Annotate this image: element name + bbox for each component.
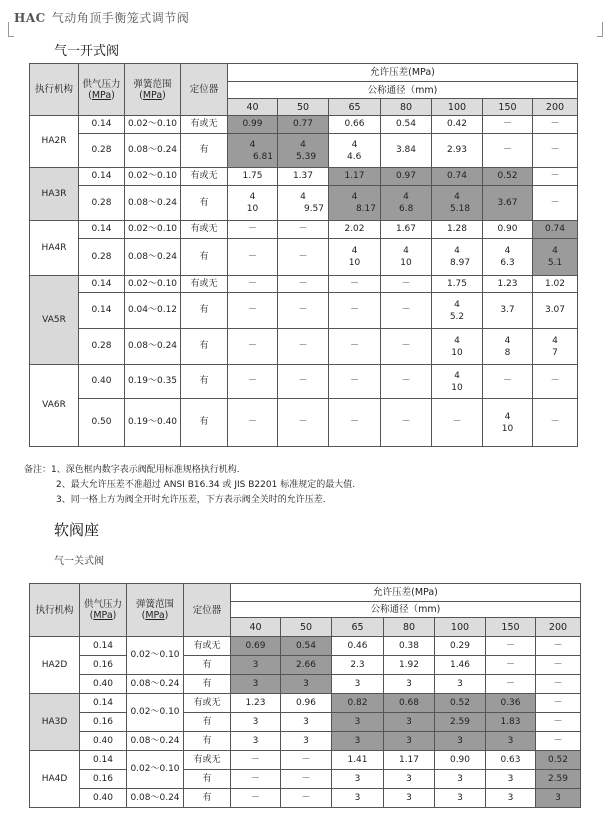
- cell: 0.42: [432, 116, 483, 134]
- cell-stacked: 4 10: [432, 329, 483, 365]
- cell: 0.74: [432, 168, 483, 186]
- cell: 3: [332, 732, 384, 751]
- cell-stacked: 4 8.97: [432, 239, 483, 276]
- note-2: 2、最大允许压差不准超过 ANSI B16.34 或 JIS B2201 标准规定的最大值.: [56, 480, 356, 490]
- dn-col: 100: [435, 618, 486, 637]
- cell: －: [281, 770, 332, 789]
- cell: －: [281, 789, 332, 808]
- cell: －: [231, 751, 281, 770]
- cell: 0.02～0.10: [125, 221, 181, 239]
- cell: 1.92: [384, 656, 435, 675]
- cell: 1.23: [483, 276, 533, 293]
- cell: 有或无: [181, 221, 228, 239]
- cell: －: [536, 637, 581, 656]
- cell: －: [228, 276, 278, 293]
- cell: 0.40: [80, 732, 127, 751]
- cell: 有或无: [184, 637, 231, 656]
- dn-col: 200: [533, 99, 578, 116]
- actuator-label: HA3R: [30, 168, 79, 221]
- cell: 0.99: [228, 116, 278, 134]
- cell: 0.08～0.24: [127, 675, 184, 694]
- cell: 有: [181, 329, 228, 365]
- cell: 3: [332, 770, 384, 789]
- cell: 1.46: [435, 656, 486, 675]
- cell: 0.14: [79, 221, 125, 239]
- cell-stacked: 4 5.39: [278, 134, 329, 168]
- cell: 0.14: [79, 293, 125, 329]
- cell: －: [533, 365, 578, 399]
- cell: 3: [231, 675, 281, 694]
- cell: 1.23: [231, 694, 281, 713]
- cell: 0.28: [79, 186, 125, 221]
- cell: 3: [384, 770, 435, 789]
- cell: 0.16: [80, 656, 127, 675]
- cell: 0.14: [80, 751, 127, 770]
- cell: 1.02: [533, 276, 578, 293]
- cell: 1.75: [228, 168, 278, 186]
- cell: 3.67: [483, 186, 533, 221]
- note-3: 3、同一格上方为阀全开时允许压差，下方表示阀全关时的允许压差.: [56, 495, 326, 505]
- crop-mark-left: [8, 22, 14, 37]
- cell: 0.90: [435, 751, 486, 770]
- cell: 0.50: [79, 399, 125, 447]
- cell: 3: [231, 656, 281, 675]
- cell: －: [381, 293, 432, 329]
- cell: 3: [281, 675, 332, 694]
- cell-stacked: 4 5.18: [432, 186, 483, 221]
- cell: －: [536, 713, 581, 732]
- cell: 0.14: [80, 694, 127, 713]
- cell: 3: [486, 789, 536, 808]
- section1-title: 气一开式阀: [54, 44, 120, 59]
- cell: 0.29: [435, 637, 486, 656]
- actuator-label: HA2D: [30, 637, 80, 694]
- dn-col: 40: [231, 618, 281, 637]
- dn-col: 200: [536, 618, 581, 637]
- cell: 0.28: [79, 134, 125, 168]
- cell: 3: [281, 713, 332, 732]
- crop-mark-right: [597, 22, 603, 37]
- cell: 3: [384, 789, 435, 808]
- cell: 0.16: [80, 770, 127, 789]
- cell: －: [228, 221, 278, 239]
- cell: 1.17: [329, 168, 381, 186]
- cell-stacked: 4 10: [228, 186, 278, 221]
- cell: 2.3: [332, 656, 384, 675]
- cell: 3: [435, 770, 486, 789]
- cell: 1.28: [432, 221, 483, 239]
- actuator-label: HA4D: [30, 751, 80, 808]
- dn-col: 150: [483, 99, 533, 116]
- cell-stacked: 4 6.8: [381, 186, 432, 221]
- cell: 3: [332, 675, 384, 694]
- cell: －: [533, 186, 578, 221]
- header-allow-dp: 允许压差(MPa): [231, 584, 581, 602]
- dn-col: 65: [329, 99, 381, 116]
- header-supply-pressure: 供气压力 (MPa): [79, 64, 125, 116]
- cell: －: [228, 399, 278, 447]
- cell: 有: [184, 656, 231, 675]
- cell: －: [381, 276, 432, 293]
- cell: 有或无: [181, 276, 228, 293]
- cell: 0.02～0.10: [125, 168, 181, 186]
- cell: 0.66: [329, 116, 381, 134]
- cell: －: [483, 365, 533, 399]
- cell: 0.02～0.10: [127, 751, 184, 789]
- header-spring-range: 弹簧范围 (MPa): [125, 64, 181, 116]
- section2-subtitle: 气一关式阀: [54, 556, 104, 567]
- cell-stacked: 4 7: [533, 329, 578, 365]
- cell-stacked: 4 10: [329, 239, 381, 276]
- notes: [24, 463, 355, 508]
- cell: 0.02～0.10: [127, 637, 184, 675]
- cell: 有: [181, 134, 228, 168]
- cell: －: [329, 399, 381, 447]
- cell: 0.46: [332, 637, 384, 656]
- header-actuator: 执行机构: [30, 64, 79, 116]
- dn-col: 80: [384, 618, 435, 637]
- cell: 0.68: [384, 694, 435, 713]
- cell: －: [278, 329, 329, 365]
- cell: 0.69: [231, 637, 281, 656]
- cell-stacked: 4 9.57: [278, 186, 329, 221]
- cell: －: [228, 365, 278, 399]
- section2-title: 软阀座: [54, 521, 100, 539]
- cell-stacked: 4 6.81: [228, 134, 278, 168]
- actuator-label: VA6R: [30, 365, 79, 447]
- cell: 0.19～0.40: [125, 399, 181, 447]
- cell: －: [536, 732, 581, 751]
- cell: －: [483, 134, 533, 168]
- cell: 1.67: [381, 221, 432, 239]
- dn-col: 150: [486, 618, 536, 637]
- cell: 有或无: [181, 168, 228, 186]
- cell: 2.66: [281, 656, 332, 675]
- cell: 0.08～0.24: [125, 239, 181, 276]
- cell: 有: [181, 365, 228, 399]
- cell: －: [329, 276, 381, 293]
- cell: 2.59: [536, 770, 581, 789]
- cell: 有: [184, 770, 231, 789]
- cell: －: [278, 293, 329, 329]
- cell: －: [483, 116, 533, 134]
- cell: －: [486, 656, 536, 675]
- cell: 0.08～0.24: [127, 732, 184, 751]
- cell: －: [533, 399, 578, 447]
- actuator-label: HA3D: [30, 694, 80, 751]
- cell: －: [381, 365, 432, 399]
- cell: 有或无: [184, 694, 231, 713]
- cell: －: [231, 789, 281, 808]
- actuator-label: HA4R: [30, 221, 79, 276]
- cell: 有: [181, 399, 228, 447]
- dn-col: 80: [381, 99, 432, 116]
- cell: 0.40: [80, 789, 127, 808]
- dn-col: 40: [228, 99, 278, 116]
- spec-table-soft-seat: [29, 583, 581, 808]
- cell: 3: [231, 732, 281, 751]
- cell: 3: [435, 732, 486, 751]
- cell: 0.16: [80, 713, 127, 732]
- cell: －: [536, 694, 581, 713]
- cell: 有或无: [184, 751, 231, 770]
- cell-stacked: 4 5.1: [533, 239, 578, 276]
- cell: 0.54: [281, 637, 332, 656]
- cell: 3.07: [533, 293, 578, 329]
- cell: 0.74: [533, 221, 578, 239]
- cell: －: [228, 329, 278, 365]
- brand-label: HAC: [14, 11, 46, 25]
- cell: 3.7: [483, 293, 533, 329]
- header-spring-range: 弹簧范围 (MPa): [127, 584, 184, 637]
- cell: 0.14: [79, 276, 125, 293]
- cell: －: [278, 399, 329, 447]
- cell: 有: [181, 293, 228, 329]
- cell: 0.02～0.10: [127, 694, 184, 732]
- cell: 1.83: [486, 713, 536, 732]
- dn-col: 100: [432, 99, 483, 116]
- header-allow-dp: 允许压差(MPa): [228, 64, 578, 82]
- cell: 有: [184, 732, 231, 751]
- actuator-label: VA5R: [30, 276, 79, 365]
- cell: 0.28: [79, 329, 125, 365]
- cell: 0.90: [483, 221, 533, 239]
- cell: 0.52: [435, 694, 486, 713]
- cell: －: [329, 365, 381, 399]
- cell: 3: [435, 789, 486, 808]
- cell: －: [533, 168, 578, 186]
- cell: 2.93: [432, 134, 483, 168]
- cell: 0.52: [483, 168, 533, 186]
- cell: 0.97: [381, 168, 432, 186]
- cell: 3: [332, 789, 384, 808]
- cell-stacked: 4 10: [432, 365, 483, 399]
- cell: 0.19～0.35: [125, 365, 181, 399]
- cell: 0.04～0.12: [125, 293, 181, 329]
- cell: －: [278, 239, 329, 276]
- cell-stacked: 4 5.2: [432, 293, 483, 329]
- cell: 1.75: [432, 276, 483, 293]
- cell: 0.40: [79, 365, 125, 399]
- header-positioner: 定位器: [184, 584, 231, 637]
- cell: 2.02: [329, 221, 381, 239]
- cell: 0.02～0.10: [125, 116, 181, 134]
- cell: 3.84: [381, 134, 432, 168]
- cell: 0.36: [486, 694, 536, 713]
- header-nominal-dn: 公称通径（mm): [228, 82, 578, 99]
- cell: 有或无: [181, 116, 228, 134]
- cell: －: [381, 329, 432, 365]
- cell: －: [329, 329, 381, 365]
- actuator-label: HA2R: [30, 116, 79, 168]
- cell-stacked: 4 4.6: [329, 134, 381, 168]
- cell: 3: [384, 675, 435, 694]
- spec-table-air-to-open: [29, 63, 578, 447]
- cell: 1.37: [278, 168, 329, 186]
- cell: －: [381, 399, 432, 447]
- cell: 0.52: [536, 751, 581, 770]
- cell: 3: [486, 770, 536, 789]
- cell: －: [536, 656, 581, 675]
- header-positioner: 定位器: [181, 64, 228, 116]
- cell: 有: [184, 675, 231, 694]
- cell: 0.54: [381, 116, 432, 134]
- cell: 0.38: [384, 637, 435, 656]
- header-supply-pressure: 供气压力 (MPa): [80, 584, 127, 637]
- note-1: 备注：1、深色框内数字表示阀配用标准规格执行机构.: [24, 465, 240, 475]
- cell: －: [486, 675, 536, 694]
- header-title: 气动角顶手衡笼式调节阀: [51, 11, 190, 25]
- header-actuator: 执行机构: [30, 584, 80, 637]
- cell: －: [486, 637, 536, 656]
- cell: 3: [231, 713, 281, 732]
- cell-stacked: 4 8.17: [329, 186, 381, 221]
- cell: －: [278, 276, 329, 293]
- cell: 0.08～0.24: [125, 329, 181, 365]
- cell: 0.14: [80, 637, 127, 656]
- cell-stacked: 4 10: [381, 239, 432, 276]
- cell: 3: [435, 675, 486, 694]
- cell: 0.14: [79, 168, 125, 186]
- header-nominal-dn: 公称通径（mm): [231, 602, 581, 618]
- cell: 1.41: [332, 751, 384, 770]
- cell: 有: [184, 789, 231, 808]
- cell: 0.77: [278, 116, 329, 134]
- cell: －: [533, 116, 578, 134]
- cell: －: [278, 365, 329, 399]
- cell: －: [329, 293, 381, 329]
- cell: 3: [384, 732, 435, 751]
- cell: －: [536, 675, 581, 694]
- cell: 3: [536, 789, 581, 808]
- dn-col: 65: [332, 618, 384, 637]
- cell-stacked: 4 8: [483, 329, 533, 365]
- cell: 0.82: [332, 694, 384, 713]
- dn-col: 50: [281, 618, 332, 637]
- cell-stacked: 4 10: [483, 399, 533, 447]
- cell-stacked: 4 6.3: [483, 239, 533, 276]
- cell: 有: [181, 186, 228, 221]
- cell: 有: [184, 713, 231, 732]
- cell: －: [281, 751, 332, 770]
- cell: 有: [181, 239, 228, 276]
- cell: 0.63: [486, 751, 536, 770]
- cell: 0.96: [281, 694, 332, 713]
- cell: －: [231, 770, 281, 789]
- cell: 0.02～0.10: [125, 276, 181, 293]
- cell: 2.59: [435, 713, 486, 732]
- cell: 3: [486, 732, 536, 751]
- cell: 0.28: [79, 239, 125, 276]
- cell: 3: [281, 732, 332, 751]
- cell: 0.08～0.24: [125, 134, 181, 168]
- cell: 0.14: [79, 116, 125, 134]
- dn-col: 50: [278, 99, 329, 116]
- cell: 3: [332, 713, 384, 732]
- cell: －: [278, 221, 329, 239]
- cell: 0.08～0.24: [127, 789, 184, 808]
- cell: －: [432, 399, 483, 447]
- cell: －: [228, 239, 278, 276]
- cell: 0.08～0.24: [125, 186, 181, 221]
- cell: 3: [384, 713, 435, 732]
- page-header: [14, 9, 189, 26]
- cell: 1.17: [384, 751, 435, 770]
- cell: －: [533, 134, 578, 168]
- cell: －: [228, 293, 278, 329]
- cell: 0.40: [80, 675, 127, 694]
